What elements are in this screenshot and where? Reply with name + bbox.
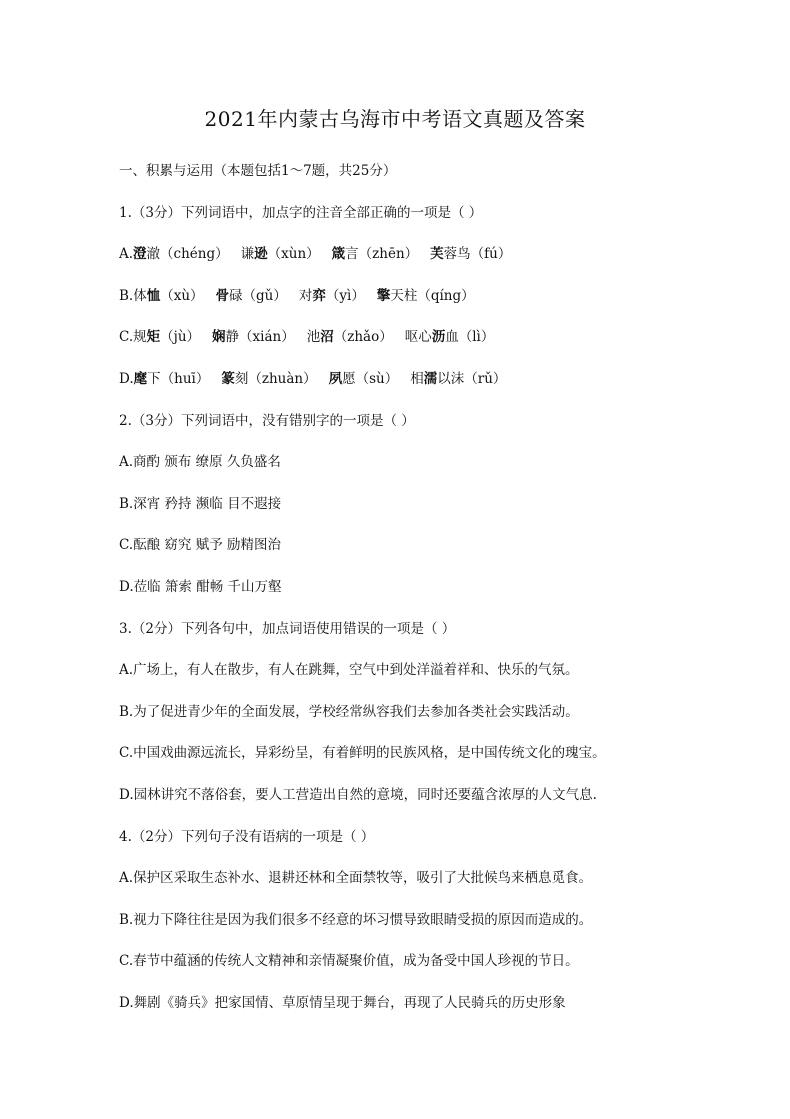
question-stem: 2.（3分）下列词语中，没有错别字的一项是（ ） (119, 412, 415, 429)
emphasized-char: 弈 (312, 287, 326, 304)
option-term: 擎天柱（qíng） (376, 287, 475, 304)
emphasized-char: 沥 (431, 329, 446, 346)
option-a (119, 865, 759, 907)
option-c (119, 948, 759, 990)
option-prefix: B. (119, 703, 134, 720)
emphasized-char: 矩 (146, 329, 161, 346)
option-prefix: A. (119, 870, 134, 887)
option-term: 篆刻（zhuàn） (221, 370, 317, 387)
option-text: 园林讲究不落俗套，要人工营造出自然的意境，同时还要蕴含浓厚的人文气息. (133, 786, 597, 803)
option-term: 规矩（jù） (133, 329, 201, 346)
option-prefix: C. (119, 745, 134, 762)
option-term: 池沼（zhǎo） (306, 329, 393, 346)
option-text: 酝酿 窈究 赋予 励精图治 (133, 537, 282, 554)
option-b (119, 699, 759, 741)
emphasized-char: 澄 (133, 246, 147, 263)
option-prefix: B. (119, 911, 134, 928)
option-term: 夙愿（sù） (328, 370, 399, 387)
option-c (119, 740, 759, 782)
page-title: 2021年内蒙古乌海市中考语文真题及答案 (204, 107, 586, 131)
option-c (119, 324, 759, 366)
option-term: 对弈（yì） (298, 287, 365, 304)
option-text: 广场上，有人在散步，有人在跳舞，空气中到处洋溢着祥和、快乐的气氛。 (133, 662, 579, 679)
option-term: 相濡以沫（rǔ） (410, 370, 507, 387)
emphasized-char: 芙 (430, 246, 444, 263)
option-a (119, 241, 759, 283)
option-prefix: D. (119, 578, 134, 595)
option-prefix: B. (119, 287, 134, 304)
question-stem: 1.（3分）下列词语中，加点字的注音全部正确的一项是（ ） (119, 204, 483, 221)
option-prefix: D. (119, 994, 134, 1011)
option-term: 体恤（xù） (133, 287, 204, 304)
option-a (119, 449, 759, 491)
emphasized-char: 逊 (254, 246, 268, 263)
option-b (119, 283, 759, 325)
option-term: 呕心沥血（lì） (404, 329, 495, 346)
option-text: 商酌 颁布 缭原 久负盛名 (133, 454, 281, 471)
option-text: 春节中蕴涵的传统人文精神和亲情凝聚价值，成为备受中国人珍视的节日。 (133, 953, 579, 970)
option-text: 莅临 箫索 酣畅 千山万壑 (133, 578, 282, 595)
question-stem: 4.（2分）下列句子没有语病的一项是（ ） (119, 828, 375, 845)
option-d (119, 574, 759, 616)
option-prefix: D. (119, 786, 134, 803)
section-heading: 一、积累与运用（本题包括1～7题，共25分） (119, 163, 397, 179)
option-prefix: A. (119, 246, 134, 263)
emphasized-char: 骨 (215, 287, 230, 304)
option-prefix: D. (119, 370, 134, 387)
option-text: 视力下降往往是因为我们很多不经意的坏习惯导致眼睛受损的原因而造成的。 (133, 911, 593, 928)
question-stem: 3.（2分）下列各句中，加点词语使用错误的一项是（ ） (119, 620, 456, 637)
option-prefix: A. (119, 662, 134, 679)
option-term: 澄澈（chéng） (133, 246, 229, 263)
option-term: 娴静（xián） (212, 329, 295, 346)
emphasized-char: 夙 (328, 370, 343, 387)
emphasized-char: 濡 (423, 370, 438, 387)
option-text: 保护区采取生态补水、退耕还林和全面禁牧等，吸引了大批候鸟来栖息觅食。 (133, 870, 593, 887)
option-prefix: C. (119, 537, 134, 554)
emphasized-char: 箴 (331, 246, 346, 263)
option-prefix: B. (119, 495, 134, 512)
emphasized-char: 恤 (146, 287, 161, 304)
option-term: 芙蓉鸟（fú） (430, 246, 512, 263)
option-text: 舞剧《骑兵》把家国情、草原情呈现于舞台，再现了人民骑兵的历史形象 (133, 994, 566, 1011)
option-text: 为了促进青少年的全面发展，学校经常纵容我们去参加各类社会实践活动。 (133, 703, 579, 720)
emphasized-char: 沼 (320, 329, 334, 346)
option-text: 中国戏曲源远流长，异彩纷呈，有着鲜明的民族风格，是中国传统文化的瑰宝。 (133, 745, 606, 762)
option-term: 骨碌（gǔ） (215, 287, 287, 304)
emphasized-char: 擎 (376, 287, 391, 304)
option-prefix: C. (119, 953, 134, 970)
option-a (119, 657, 759, 699)
option-term: 麾下（huī） (133, 370, 210, 387)
emphasized-char: 娴 (212, 329, 226, 346)
option-b (119, 491, 759, 533)
option-term: 箴言（zhēn） (331, 246, 419, 263)
option-d (119, 366, 759, 408)
emphasized-char: 篆 (221, 370, 235, 387)
option-c (119, 532, 759, 574)
option-text: 深宵 矜持 濒临 目不遐接 (133, 495, 282, 512)
exam-content (119, 158, 759, 1031)
option-d (119, 782, 759, 824)
emphasized-char: 麾 (133, 370, 148, 387)
option-b (119, 907, 759, 949)
option-prefix: C. (119, 329, 134, 346)
option-term: 谦逊（xùn） (240, 246, 320, 263)
option-d (119, 990, 759, 1032)
option-prefix: A. (119, 454, 134, 471)
